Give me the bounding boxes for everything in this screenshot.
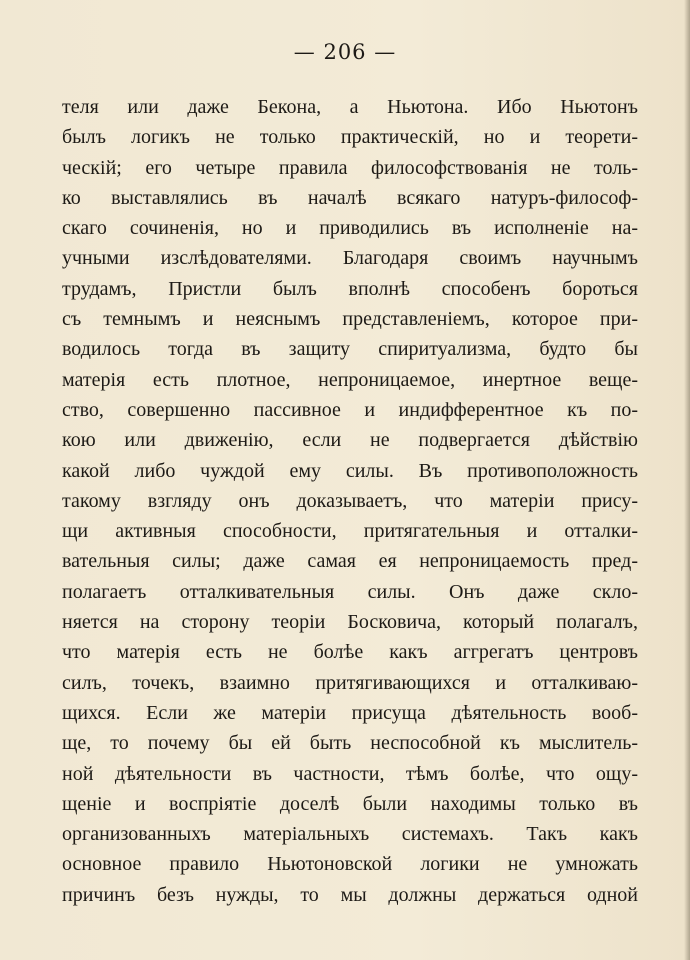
text-line: основное правило Ньютоновской логики не умножать [62,853,638,876]
text-line: былъ логикъ не только практическій, но и теорети- [62,126,638,149]
text-line: полагаетъ отталкивательныя силы. Онъ даже скло- [62,580,638,603]
text-line: трудамъ, Пристли былъ вполнѣ способенъ бороться [62,277,638,300]
text-line: матерія есть плотное, непроницаемое, инертное веще- [62,368,638,391]
page-edge-shadow [684,0,690,960]
text-line: какой либо чуждой ему силы. Въ противоположность [62,459,638,482]
page-number: — 206 — [293,40,397,64]
text-line: организованныхъ матеріальныхъ системахъ. Такъ какъ [62,823,638,846]
text-line: силъ, точекъ, взаимно притягивающихся и отталкиваю- [62,671,638,694]
text-line: щеніе и воспріятіе доселѣ были находимы только въ [62,792,638,815]
text-line: ко выставлялись въ началѣ всякаго натуръ-философ- [62,186,638,209]
text-line: щи активныя способности, притягательныя и отталки- [62,520,638,543]
text-line: скаго сочиненія, но и приводились въ исполненіе на- [62,217,638,240]
text-line: щихся. Если же матеріи присуща дѣятельность вооб- [62,701,638,724]
text-line: няется на сторону теоріи Босковича, который полагалъ, [62,611,638,634]
text-line: кою или движенію, если не подвергается дѣйствію [62,429,638,452]
text-line: ство, совершенно пассивное и индифферентное къ по- [62,398,638,421]
text-line: съ темнымъ и неяснымъ представленіемъ, которое при- [62,308,638,331]
text-line: что матерія есть не болѣе какъ аггрегатъ центровъ [62,641,638,664]
text-line: такому взгляду онъ доказываетъ, что матеріи прису- [62,489,638,512]
text-line: ческій; его четыре правила философствованія не толь- [62,156,638,179]
text-line: вательныя силы; даже самая ея непроницаемость пред- [62,550,638,573]
text-line: причинъ безъ нужды, то мы должны держаться одной [62,883,638,906]
text-line: теля или даже Бекона, а Ньютона. Ибо Ньютонъ [62,96,638,118]
text-line: ще, то почему бы ей быть неспособной къ мыслитель- [62,732,638,755]
body-text [62,92,638,910]
text-line: водилось тогда въ защиту спиритуализма, будто бы [62,338,638,361]
text-line: ной дѣятельности въ частности, тѣмъ болѣе, что ощу- [62,762,638,785]
text-line: учными изслѣдователями. Благодаря своимъ научнымъ [62,247,638,270]
